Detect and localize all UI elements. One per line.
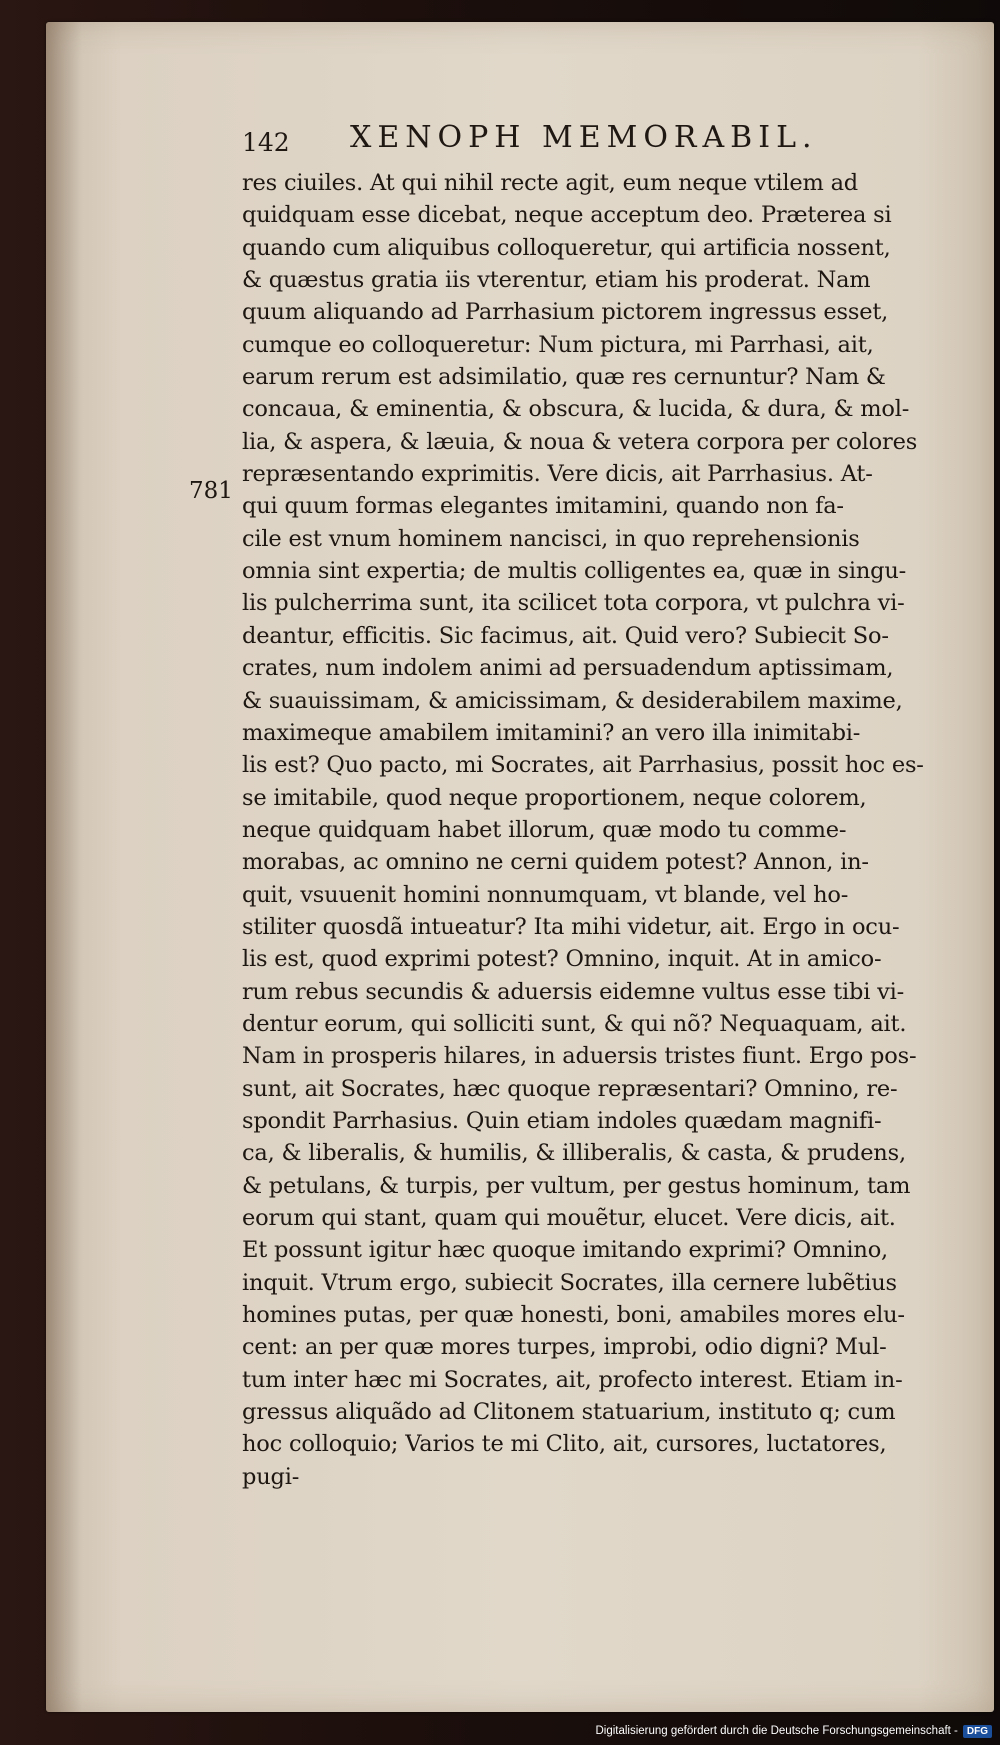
running-head	[242, 120, 902, 164]
spine-shadow	[46, 22, 82, 1712]
text-line: stiliter quosdã intueatur? Ita mihi videtur, ait. Ergo in ocu-	[242, 913, 900, 940]
text-line: maximeque amabilem imitamini? an vero illa inimitabi-	[242, 719, 861, 746]
text-line: lis pulcherrima sunt, ita scilicet tota corpora, vt pulchra vi-	[242, 590, 905, 617]
text-line: eorum qui stant, quam qui mouẽtur, elucet. Vere dicis, ait.	[242, 1205, 896, 1231]
text-line: Et possunt igitur hæc quoque imitando exprimi? Omnino,	[242, 1237, 889, 1264]
text-line: cent: an per quæ mores turpes, improbi, odio digni? Mul-	[242, 1334, 887, 1361]
text-line: qui quum formas elegantes imitamini, quando non fa-	[242, 493, 844, 520]
text-line: lia, & aspera, & læuia, & noua & vetera corpora per colores	[242, 428, 918, 455]
page-number: 142	[242, 128, 290, 157]
text-line: & petulans, & turpis, per vultum, per gestus hominum, tam	[242, 1172, 911, 1199]
text-line: se imitabile, quod neque proportionem, neque colorem,	[242, 784, 867, 811]
text-line: & suauissimam, & amicissimam, & desiderabilem maxime,	[242, 687, 903, 714]
text-line: lis est? Quo pacto, mi Socrates, ait Parrhasius, possit hoc es-	[242, 752, 924, 779]
text-line: pugi-	[242, 1463, 300, 1490]
text-line: earum rerum est adsimilatio, quæ res cernuntur? Nam &	[242, 364, 886, 391]
text-block	[242, 167, 992, 1493]
text-line: ca, & liberalis, & humilis, & illiberalis, & casta, & prudens,	[242, 1140, 906, 1167]
text-line: concaua, & eminentia, & obscura, & lucida, & dura, & mol-	[242, 396, 910, 423]
text-line: dentur eorum, qui solliciti sunt, & qui nõ? Nequaquam, ait.	[242, 1010, 907, 1037]
running-title: XENOPH MEMORABIL.	[350, 120, 818, 155]
digitization-credit: Digitalisierung gefördert durch die Deutsche Forschungsgemeinschaft -	[595, 1725, 958, 1737]
text-line: sunt, ait Socrates, hæc quoque repræsentari? Omnino, re-	[242, 1075, 898, 1102]
text-line: cumque eo colloqueretur: Num pictura, mi Parrhasi, ait,	[242, 331, 874, 358]
text-line: quando cum aliquibus colloqueretur, qui artificia nossent,	[242, 234, 891, 261]
text-line: gressus aliquãdo ad Clitonem statuarium, instituto q; cum	[242, 1399, 896, 1426]
text-line: hoc colloquio; Varios te mi Clito, ait, cursores, luctatores,	[242, 1431, 887, 1458]
text-line: inquit. Vtrum ergo, subiecit Socrates, illa cernere lubẽtius	[242, 1269, 897, 1296]
text-line: spondit Parrhasius. Quin etiam indoles quædam magnifi-	[242, 1107, 882, 1134]
text-line: homines putas, per quæ honesti, boni, amabiles mores elu-	[242, 1302, 905, 1329]
margin-number: 781	[189, 478, 233, 504]
text-line: res ciuiles. At qui nihil recte agit, eum neque vtilem ad	[242, 170, 858, 196]
text-line: neque quidquam habet illorum, quæ modo tu comme-	[242, 816, 847, 843]
text-line: crates, num indolem animi ad persuadendum aptissimam,	[242, 655, 894, 682]
text-line: & quæstus gratia iis vterentur, etiam his proderat. Nam	[242, 267, 871, 294]
text-line: lis est, quod exprimi potest? Omnino, inquit. At in amico-	[242, 946, 882, 973]
text-line: rum rebus secundis & aduersis eidemne vultus esse tibi vi-	[242, 978, 905, 1005]
book-page	[46, 22, 994, 1712]
text-line: repræsentando exprimitis. Vere dicis, ait Parrhasius. At-	[242, 461, 873, 488]
text-line: omnia sint expertia; de multis colligentes ea, quæ in singu-	[242, 558, 907, 585]
footer-bar	[0, 1717, 1000, 1745]
text-line: cile est vnum hominem nancisci, in quo reprehensionis	[242, 525, 860, 552]
text-line: morabas, ac omnino ne cerni quidem potest? Annon, in-	[242, 849, 869, 876]
text-line: quidquam esse dicebat, neque acceptum deo. Præterea si	[242, 202, 892, 229]
text-line: deantur, efficitis. Sic facimus, ait. Quid vero? Subiecit So-	[242, 622, 889, 649]
text-line: quit, vsuuenit homini nonnumquam, vt blande, vel ho-	[242, 881, 849, 908]
text-line: tum inter hæc mi Socrates, ait, profecto interest. Etiam in-	[242, 1366, 903, 1393]
text-line: Nam in prosperis hilares, in aduersis tristes fiunt. Ergo pos-	[242, 1043, 917, 1070]
text-line: quum aliquando ad Parrhasium pictorem ingressus esset,	[242, 299, 889, 326]
dfg-logo: DFG	[963, 1725, 992, 1738]
